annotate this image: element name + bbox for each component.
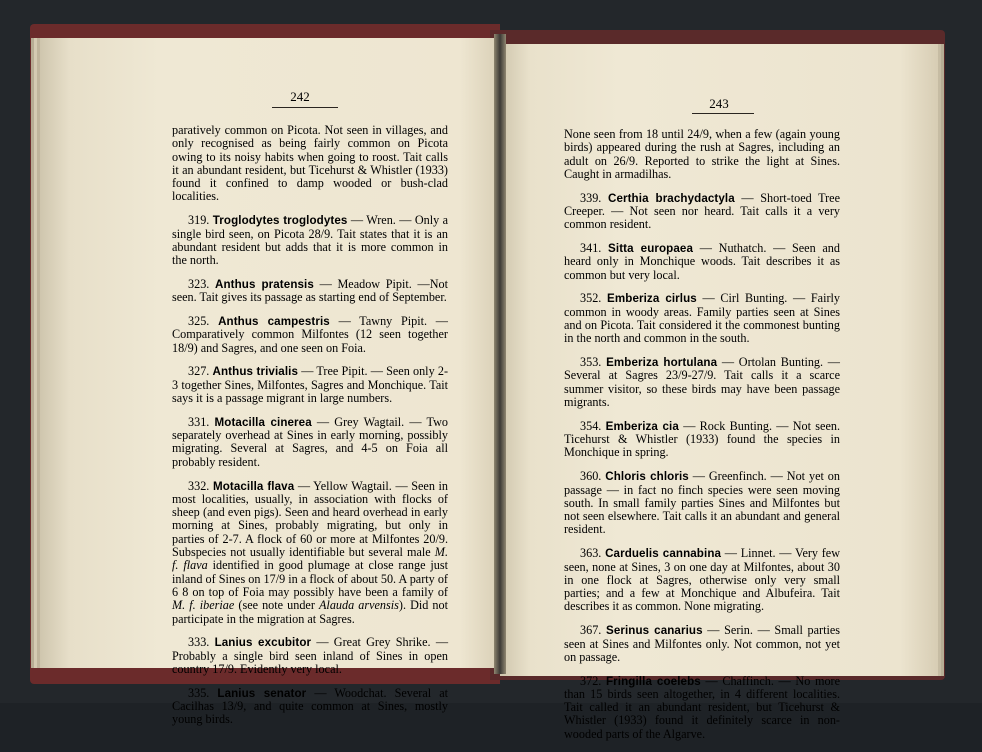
entry-number: 341. bbox=[580, 241, 602, 256]
entry-number: 339. bbox=[580, 190, 602, 205]
right-text-column bbox=[564, 128, 840, 752]
entry-text: — Tawny Pipit. — Comparatively common Milfontes (12 seen together 18/9) and Sagres, and one seen on Foia. bbox=[172, 314, 448, 355]
entry-text: — Tree Pipit. — Seen only 2-3 together Sines, Milfontes, Sagres and Monchique. Tait says it is a passage migrant in large numbers. bbox=[172, 364, 449, 406]
entry-325 bbox=[172, 315, 448, 355]
entry-text: — Chaffinch. — No more than 15 birds seen altogether, in 4 different localities. Tait called it an abundant resident, but Ticehurst & Whistler (1933) found it definitely scarce in non-wooded parts of the Algarve. bbox=[564, 673, 841, 741]
entry-number: 354. bbox=[580, 418, 602, 433]
entry-367 bbox=[564, 624, 840, 664]
species-name: Emberiza cia bbox=[605, 419, 679, 433]
species-name: Emberiza cirlus bbox=[607, 292, 697, 306]
entry-372 bbox=[564, 675, 840, 741]
species-name: Serinus canarius bbox=[605, 624, 703, 638]
entry-352 bbox=[564, 292, 840, 345]
entry-number: 372. bbox=[580, 673, 602, 688]
entry-text: identified in good plumage at close range just inland of Sines on 17/9 in a flock of about 50. A party of 6 8 on top of Foia may possibly have been a family of bbox=[172, 558, 448, 599]
entry-number: 335. bbox=[188, 685, 210, 700]
species-name: Chloris chloris bbox=[605, 470, 689, 484]
entry-number: 333. bbox=[188, 635, 210, 650]
species-name: Anthus pratensis bbox=[215, 277, 314, 291]
entry-text: — Serin. — Small parties seen at Sines and Milfontes only. Not common, not yet on passage. bbox=[564, 623, 840, 664]
entry-327 bbox=[172, 365, 448, 405]
entry-335 bbox=[172, 687, 448, 727]
entry-354 bbox=[564, 420, 840, 460]
entry-text: (see note under bbox=[234, 598, 319, 613]
entry-text: — Rock Bunting. — Not seen. Ticehurst & Whistler (1933) found the species in Monchique in spring. bbox=[564, 418, 840, 460]
entry-number: 325. bbox=[188, 314, 210, 329]
entry-text: — Great Grey Shrike. — Probably a single bird seen inland of Sines in open country 17/9. Evidently very local. bbox=[172, 635, 449, 676]
species-name: Anthus campestris bbox=[218, 315, 330, 329]
entry-number: 363. bbox=[580, 546, 602, 561]
species-name: Motacilla cinerea bbox=[214, 415, 312, 429]
entry-text: — Ortolan Bunting. — Several at Sagres 23/9-27/9. Tait calls it a scarce summer visitor, so these birds may have been passage migrants. bbox=[564, 355, 840, 410]
entry-339 bbox=[564, 192, 840, 232]
species-name: Carduelis cannabina bbox=[605, 547, 722, 561]
page-number-right: 243 bbox=[709, 96, 729, 111]
subspecies-name: M. f. flava bbox=[172, 545, 448, 573]
entry-363 bbox=[564, 547, 840, 613]
entry-360 bbox=[564, 470, 840, 536]
species-name: Fringilla coelebs bbox=[606, 674, 701, 688]
species-name: Certhia brachydactyla bbox=[607, 191, 735, 205]
entry-number: 332. bbox=[188, 478, 210, 493]
entry-text: — Greenfinch. — Not yet on passage — in fact no finch species were seen moving south. In small family parties Sines and Milfontes but not seen elsewhere. Tait calls it an abundant and general resident. bbox=[564, 469, 840, 537]
species-name: Motacilla flava bbox=[212, 479, 295, 493]
entry-text: — Cirl Bunting. — Fairly common in woody areas. Family parties seen at Sines and on Picota. Tait considered it the commonest bunting in the north and common in the south. bbox=[564, 291, 841, 346]
species-name: Troglodytes troglodytes bbox=[212, 214, 348, 228]
right-intro-paragraph: None seen from 18 until 24/9, when a few (again young birds) appeared during the rush at Sagres, including an adult on 26/9. Reported to strike the light at Sines. Caught in armadilhas. bbox=[564, 127, 840, 181]
entry-text: — Linnet. — Very few seen, none at Sines, 3 on one day at Milfontes, about 30 in one flock at Sagres, otherwise only very small parties; and a few at Monchique and Albufeira. Tait describes it as common. None migrating. bbox=[564, 546, 841, 614]
entry-text: — Yellow Wagtail. — Seen in most localities, usually, in association with flocks of sheep (and even pigs). Seen and heard overhead in early morning at Sines, probably migrating, but only in parties of 2-7. A flock of 60 or more at Milfontes 20/9. Subspecies not usually identifiable but several male bbox=[172, 478, 448, 560]
entry-number: 367. bbox=[580, 623, 602, 638]
species-reference: Alauda arvensis bbox=[318, 598, 399, 613]
entry-text: — Grey Wagtail. — Two separately overhead at Sines in early morning, possibly migrating. Several at Sagres, and 4-5 on Foia all probably resident. bbox=[172, 414, 449, 469]
entry-text: — Wren. — Only a single bird seen, on Picota 28/9. Tait states that it is an abundant resident but adds that it is more common in the north. bbox=[172, 213, 449, 268]
entry-323 bbox=[172, 278, 448, 305]
entry-number: 327. bbox=[188, 364, 210, 379]
entry-331 bbox=[172, 416, 448, 469]
entry-text: ). Did not participate in the migration at Sagres. bbox=[172, 598, 449, 626]
page-number-left: 242 bbox=[290, 89, 310, 104]
entry-332 bbox=[172, 480, 448, 626]
species-name: Anthus trivialis bbox=[212, 365, 299, 379]
species-name: Lanius excubitor bbox=[214, 636, 312, 650]
entry-text: — Short-toed Tree Creeper. — Not seen nor heard. Tait calls it a very common resident. bbox=[564, 190, 841, 232]
entry-number: 319. bbox=[188, 213, 210, 228]
entry-number: 331. bbox=[188, 414, 210, 429]
entry-number: 352. bbox=[580, 291, 602, 306]
entry-333 bbox=[172, 636, 448, 676]
species-name: Emberiza hortulana bbox=[606, 356, 718, 370]
subspecies-name: M. f. iberiae bbox=[172, 598, 235, 613]
entry-number: 323. bbox=[188, 276, 210, 291]
entry-353 bbox=[564, 356, 840, 409]
entry-number: 360. bbox=[580, 469, 602, 484]
entry-341 bbox=[564, 242, 840, 282]
entry-text: — Meadow Pipit. —Not seen. Tait gives its passage as starting end of September. bbox=[172, 276, 448, 305]
entry-number: 353. bbox=[580, 355, 602, 370]
left-text-column bbox=[172, 124, 448, 737]
species-name: Sitta europaea bbox=[608, 242, 694, 256]
book-gutter bbox=[494, 34, 506, 674]
species-name: Lanius senator bbox=[217, 686, 307, 700]
entry-text: — Woodchat. Several at Cacilhas 13/9, and quite common at Sines, mostly young birds. bbox=[172, 685, 448, 727]
left-intro-paragraph: paratively common on Picota. Not seen in villages, and only recognised as being fairly common on Picota owing to its noisy habits when going to roost. Tait calls it an abundant resident, but Ticehurst & Whistler (1933) found it confined to damp wooded or bush-clad localities. bbox=[172, 123, 448, 204]
page-number-rule-right bbox=[692, 113, 754, 114]
entry-319 bbox=[172, 214, 448, 267]
page-number-rule-left bbox=[272, 107, 338, 108]
entry-text: — Nuthatch. — Seen and heard only in Monchique woods. Tait describes it as common but very local. bbox=[564, 241, 840, 282]
